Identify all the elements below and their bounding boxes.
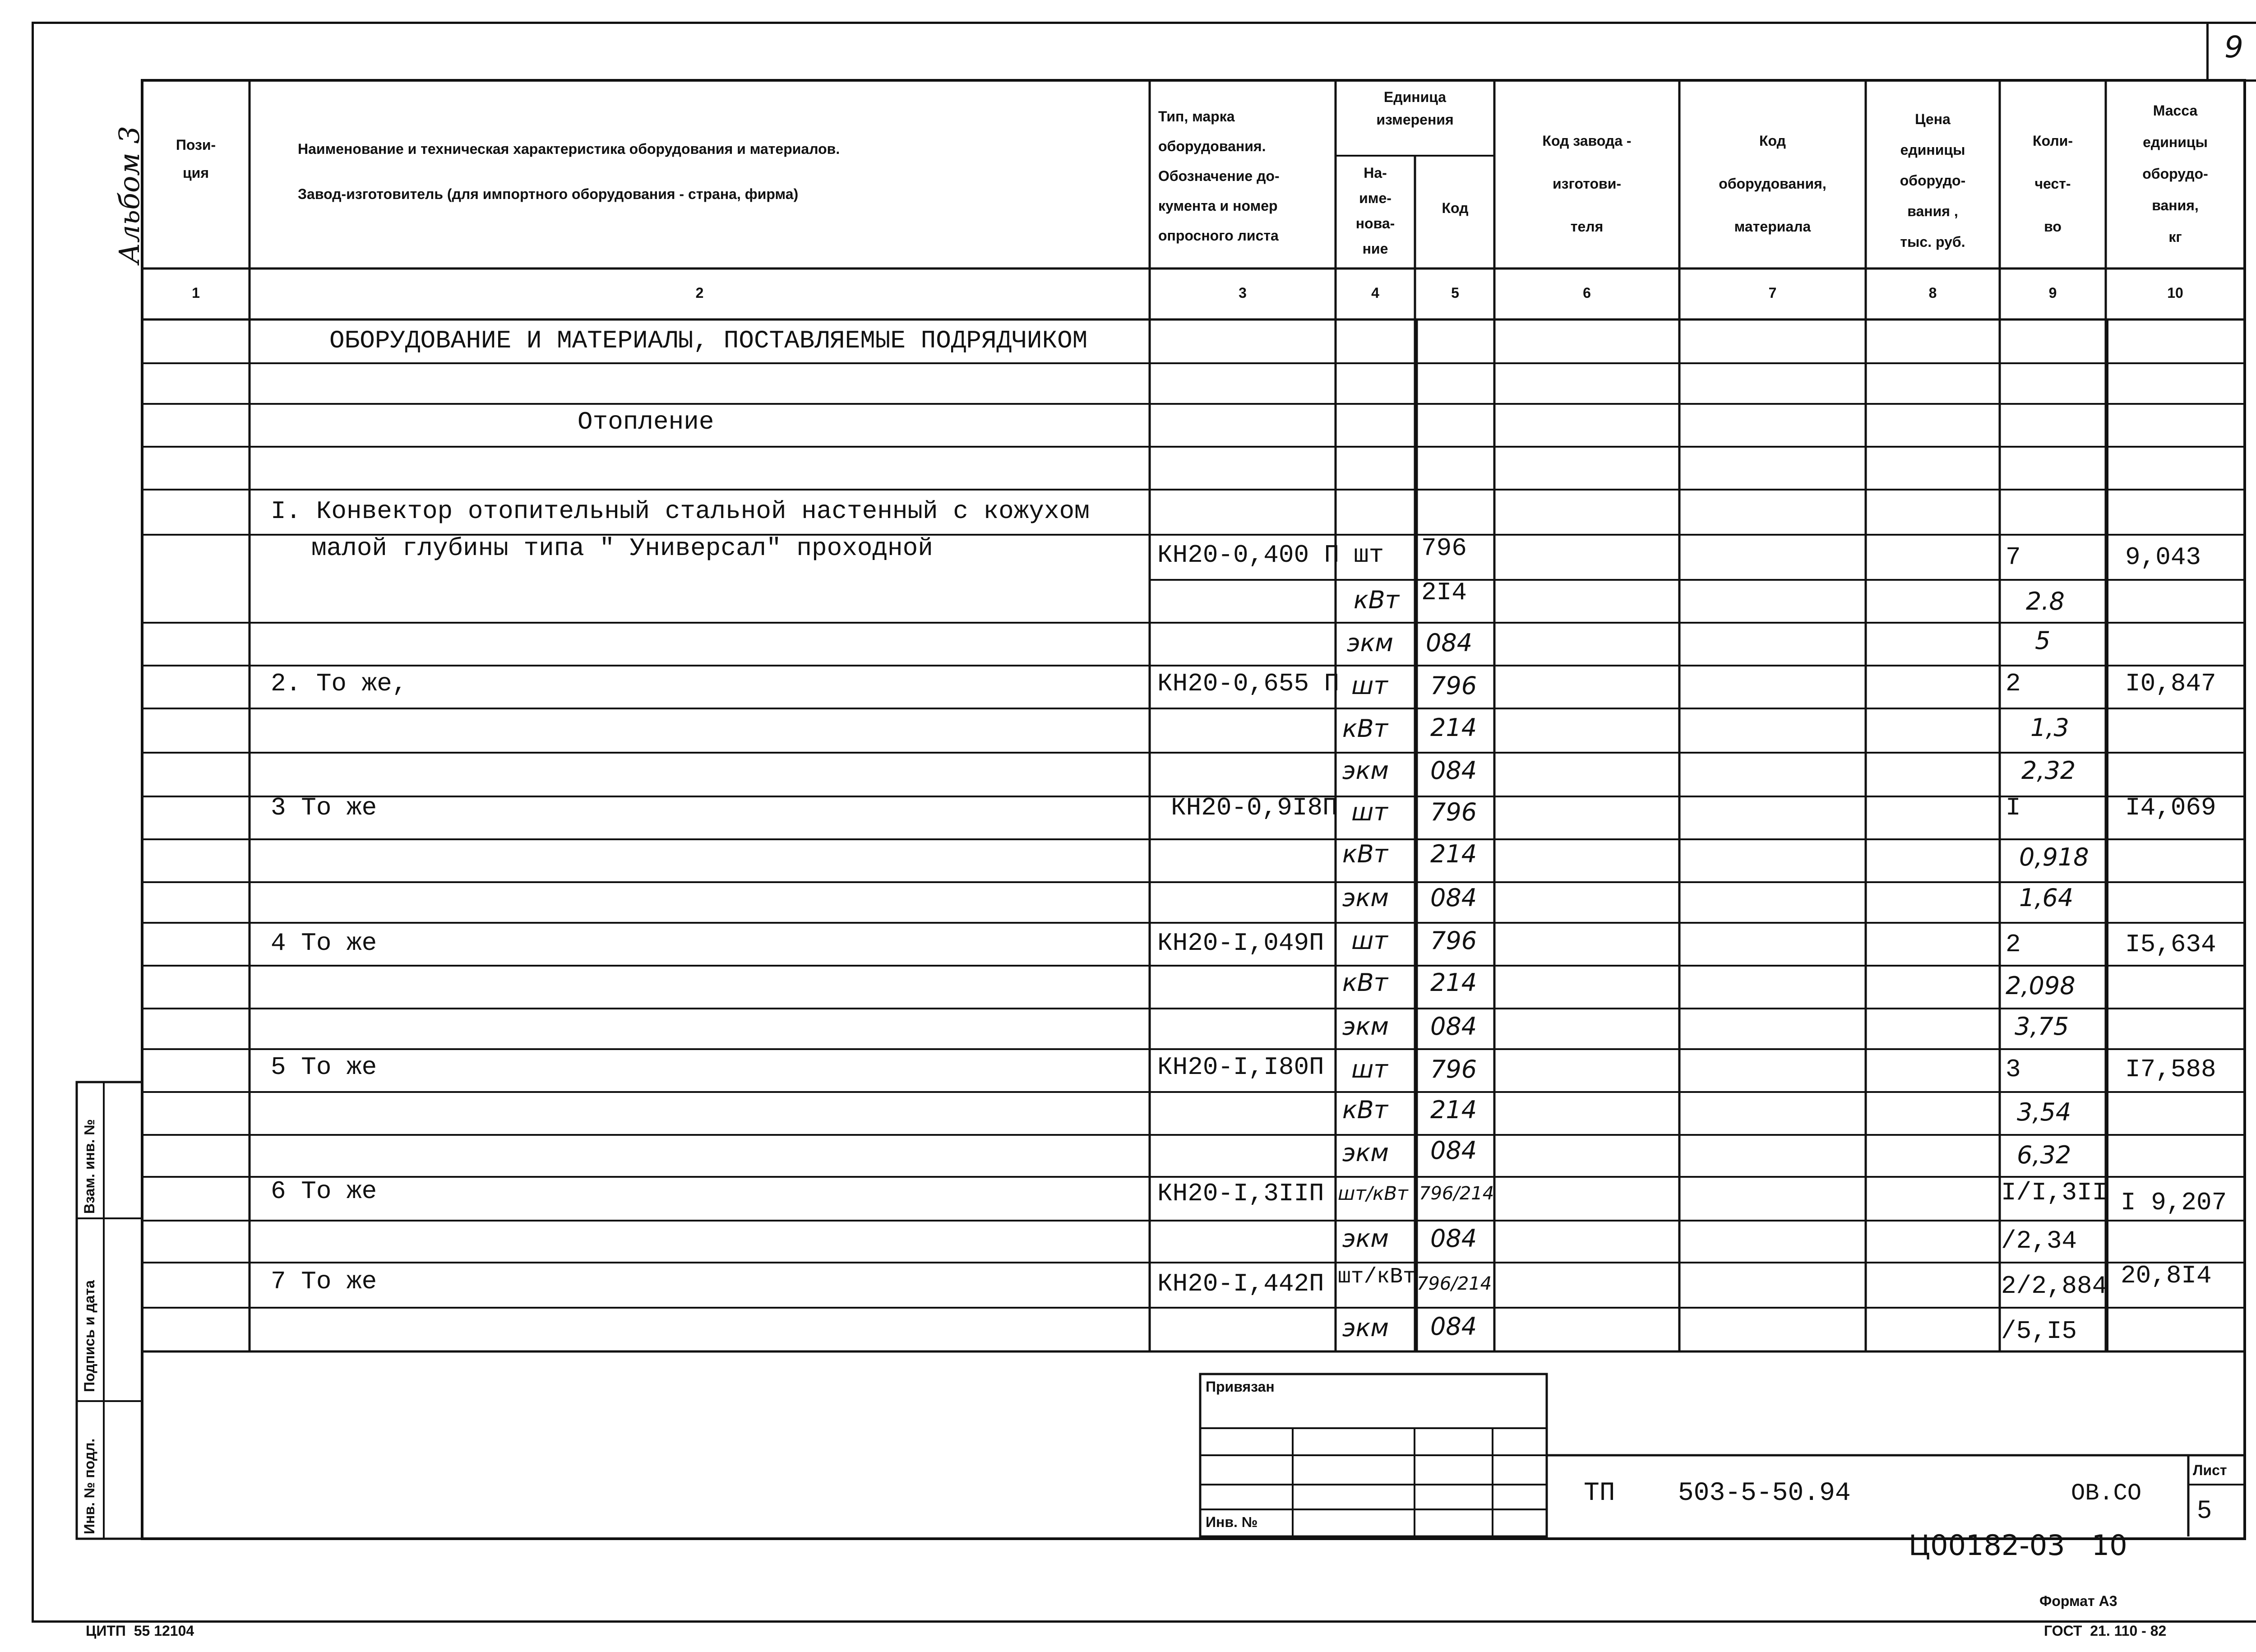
archive-number: Ц00182-03 10: [1909, 1529, 2127, 1562]
row-7-unit: экм: [1342, 756, 1389, 785]
row-6-unit: кВт: [1342, 714, 1388, 743]
row-20-unit: экм: [1342, 1314, 1389, 1342]
row-11-name: 4 То же: [271, 929, 377, 958]
row-2-unit: шт: [1354, 541, 1384, 569]
row-8-type: КН20-0,9I8П: [1171, 793, 1338, 822]
row-19-type: КН20-I,442П: [1157, 1269, 1324, 1298]
row-17-qty: I/I,3II: [2001, 1178, 2108, 1207]
row-11-qty: 2: [2006, 930, 2021, 959]
row-4-unit: экм: [1347, 629, 1393, 657]
row-8-qty: I: [2006, 793, 2021, 822]
header-price: Цена единицы оборудо- вания , тыс. руб.: [1900, 111, 1966, 250]
row-17-code: 796/214: [1419, 1183, 1494, 1204]
col-num-4: 4: [1371, 285, 1379, 301]
row-15-qty: 3,54: [2017, 1098, 2071, 1126]
row-5-qty: 2: [2006, 669, 2021, 698]
col-num-8: 8: [1928, 285, 1937, 301]
col-num-2: 2: [695, 285, 704, 301]
row-13-unit: экм: [1342, 1012, 1389, 1041]
row-13-code: 084: [1430, 1012, 1477, 1041]
row-14-code: 796: [1430, 1055, 1477, 1083]
row-5-code: 796: [1430, 671, 1477, 700]
row-4-qty: 5: [2035, 626, 2051, 655]
row-20-code: 084: [1430, 1312, 1477, 1341]
side-label-inv-no: Инв. № подл.: [81, 1438, 97, 1534]
side-label-sign-date: Подпись и дата: [81, 1280, 97, 1392]
stamp-sheet-number: 5: [2197, 1495, 2212, 1523]
row-2-mass: 9,043: [2125, 543, 2201, 572]
footer-left: ЦИТП 55 12104: [86, 1623, 194, 1639]
row-19-qty: 2/2,884: [2001, 1272, 2108, 1300]
row-8-code: 796: [1430, 798, 1477, 826]
row-12-code: 214: [1430, 968, 1477, 997]
header-unit-name: На- име- нова- ние: [1355, 165, 1395, 257]
row-18-code: 084: [1430, 1224, 1477, 1253]
row-2-qty: 7: [2006, 543, 2021, 572]
format-label: Формат А3: [2039, 1593, 2117, 1609]
row-15-unit: кВт: [1342, 1096, 1388, 1124]
row-5-type: КН20-0,655 П: [1157, 669, 1340, 698]
row-12-qty: 2,098: [2006, 972, 2076, 1000]
row-5-name: 2. То же,: [271, 669, 407, 698]
row-14-mass: I7,588: [2125, 1055, 2216, 1084]
header-equipment-code: Код оборудования, материала: [1719, 133, 1826, 235]
header-quantity: Коли- чест- во: [2033, 133, 2073, 235]
side-label-replace-inv: Взам. инв. №: [81, 1119, 97, 1214]
row-8-unit: шт: [1351, 798, 1388, 826]
row-15-code: 214: [1430, 1096, 1477, 1124]
header-type: Тип, марка оборудования. Обозначение до- кумента и номер опросного листа: [1158, 108, 1280, 244]
row-17-mass: I 9,207: [2121, 1188, 2227, 1217]
row-16-code: 084: [1430, 1136, 1477, 1165]
subsection-title: Отопление: [578, 407, 714, 436]
row-17-type: КН20-I,3IIП: [1157, 1179, 1324, 1208]
header-unit-group: Единица измерения: [1376, 89, 1454, 128]
row-17-name: 6 То же: [271, 1177, 377, 1206]
row-18-unit: экм: [1342, 1224, 1389, 1253]
row-5-mass: I0,847: [2125, 669, 2216, 698]
row-2-code: 796: [1421, 534, 1467, 563]
row-19-mass: 20,8I4: [2121, 1261, 2212, 1290]
header-unit-code: Код: [1442, 200, 1469, 216]
row-19-name: 7 То же: [271, 1267, 377, 1296]
row-14-type: КН20-I,I80П: [1157, 1053, 1324, 1082]
section-title: ОБОРУДОВАНИЕ И МАТЕРИАЛЫ, ПОСТАВЛЯЕМЫЕ ПОДРЯДЧИКОМ: [329, 326, 1088, 355]
row-6-code: 214: [1430, 713, 1477, 742]
row-11-mass: I5,634: [2125, 930, 2216, 959]
row-4-code: 084: [1426, 629, 1473, 657]
row-11-type: КН20-I,049П: [1157, 929, 1324, 958]
row-14-qty: 3: [2006, 1055, 2021, 1084]
stamp-section-code: ОВ.СО: [2071, 1480, 2142, 1507]
row-11-code: 796: [1430, 926, 1477, 955]
row-7-qty: 2,32: [2021, 756, 2076, 785]
album-label: Альбом 3: [113, 126, 146, 264]
row-8-name: 3 То же: [271, 793, 377, 822]
row-13-qty: 3,75: [2015, 1012, 2069, 1041]
row-11-unit: шт: [1351, 926, 1388, 955]
row-9-unit: кВт: [1342, 840, 1388, 868]
col-num-10: 10: [2167, 285, 2183, 301]
col-num-5: 5: [1451, 285, 1459, 301]
row-16-qty: 6,32: [2017, 1141, 2071, 1169]
stamp-doc-code: ТП 503-5-50.94: [1584, 1479, 1851, 1508]
row-3-qty: 2.8: [2026, 587, 2065, 615]
row-8-mass: I4,069: [2125, 793, 2216, 822]
row-10-code: 084: [1430, 884, 1477, 912]
header-position: Пози- ция: [176, 137, 216, 181]
row-19-code: 796/214: [1417, 1273, 1492, 1294]
row-16-unit: экм: [1342, 1138, 1389, 1167]
row-10-qty: 1,64: [2019, 884, 2074, 912]
row-14-name: 5 То же: [271, 1053, 377, 1082]
header-factory-code: Код завода - изготови- теля: [1542, 133, 1632, 235]
row-6-qty: 1,3: [2030, 713, 2069, 742]
row-1-name: I. Конвектор отопительный стальной настенный с кожухом: [271, 497, 1090, 526]
page-number: 9: [2224, 30, 2243, 65]
header-name: Наименование и техническая характеристика оборудования и материалов. Завод-изготовитель (для импортного оборудования - страна, фирма): [298, 141, 840, 202]
row-2-name: малой глубины типа " Универсал" проходной: [311, 534, 933, 563]
row-20-qty: /5,I5: [2001, 1317, 2077, 1346]
col-num-6: 6: [1583, 285, 1591, 301]
row-17-unit: шт/кВт: [1338, 1182, 1408, 1204]
row-10-unit: экм: [1342, 884, 1389, 912]
row-3-code: 2I4: [1421, 578, 1467, 607]
row-19-unit: шт/кВт: [1338, 1265, 1416, 1289]
row-9-qty: 0,918: [2019, 843, 2089, 871]
row-3-unit: кВт: [1354, 586, 1400, 614]
header-mass: Масса единицы оборудо- вания, кг: [2142, 102, 2208, 245]
row-7-code: 084: [1430, 756, 1477, 785]
col-num-9: 9: [2048, 285, 2057, 301]
col-num-1: 1: [192, 285, 200, 301]
col-num-3: 3: [1239, 285, 1247, 301]
row-5-unit: шт: [1351, 671, 1388, 700]
row-9-code: 214: [1430, 840, 1477, 868]
row-18-qty: /2,34: [2001, 1226, 2077, 1255]
col-num-7: 7: [1768, 285, 1777, 301]
stamp-bound-label: Привязан: [1206, 1379, 1275, 1395]
row-14-unit: шт: [1351, 1055, 1388, 1083]
row-12-unit: кВт: [1342, 968, 1388, 997]
footer-right: ГОСТ 21. 110 - 82: [2044, 1623, 2167, 1639]
row-2-type: КН20-0,400 П: [1157, 541, 1340, 569]
stamp-sheet-label: Лист: [2193, 1462, 2227, 1478]
stamp-inv-label: Инв. №: [1206, 1514, 1258, 1530]
